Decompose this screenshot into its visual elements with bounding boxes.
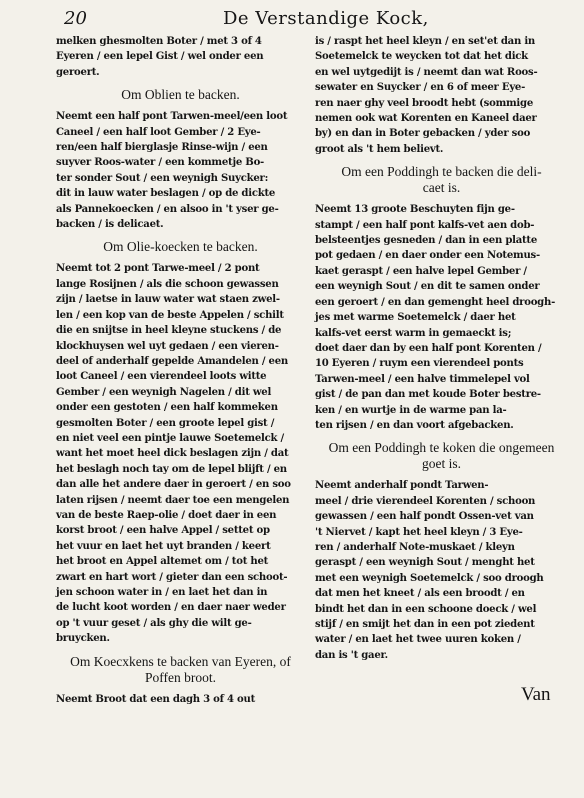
continuation-text: melken ghesmolten Boter / met 3 of 4 Eyeren / een lepel Gist / wel onder een geroert.: [56, 36, 264, 78]
catchword: Van: [521, 684, 551, 705]
recipe-text: Neemt anderhalf pondt Tarwen- meel / drie vierendeel Korenten / schoon gewassen / een half pondt Ossen-vet van 't Niervet / kapt het heel kleyn / 3 Eye- ren / anderhalf Note-muskaet / kleyn geraspt / een weynigh Sout / menght het met een weynigh Soetemelck / soo droogh dat men het kneet / als een broodt / en bindt het dan in een schoone doeck / wel stijf / en smijt het dan in een pot ziedent water / en laet het twee uuren koken / dan is 't gaer.: [315, 480, 544, 661]
left-column: [56, 34, 305, 707]
recipe-heading: Om een Poddingh te backen die deli- caet is.: [341, 164, 542, 196]
recipe-text: Neemt 13 groote Beschuyten fijn ge- stampt / een half pont kalfs-vet aen dob- belsteentjes gesneden / dan in een platte pot gedaen / en daer onder een Notemus- kaet geraspt / een halve lepel Gember / een weynigh Sout / en dit te samen onder een geroert / en dan gemenght heel droogh- jes met warme Soetemelck / daer het kalfs-vet eerst warm in gemaeckt is; doet daer dan by een half pont Korenten / 10 Eyeren / ruym een vierendeel ponts Tarwen-meel / een halve timmelepel vol gist / de pan dan met koude Boter bestre- ken / en wurtje in de warme pan la- ten rijsen / en dan voort afgebacken.: [315, 204, 556, 431]
recipe-text: Neemt tot 2 pont Tarwe-meel / 2 pont lange Rosijnen / als die schoon gewassen zijn / laetse in lauw water wat staen zwel- len / een kop van de beste Appelen / schilt die en snijtse in heel kleyne stuckens / de klockhuysen wel uyt gedaen / een vieren- deel of anderhalf gepelde Amandelen / een loot Caneel / een vierendeel loots witte Gember / een weynigh Nagelen / dit wel onder een gestoten / een half kommeken gesmolten Boter / een groote lepel gist / en niet veel een pintje lauwe Soetemelck / want het moet heel dick beslagen zijn / dat het beslagh noch tay om de lepel blijft / en dan alle het andere daer in geroert / en soo laten rijsen / neemt daer toe een mengelen van de beste Raep-olie / doet daer in een korst broot / een halve Appel / settet op het vuur en laet het uyt branden / keert het broot en Appel altemet om / tot het zwart en hart wort / gieter dan een schoot- jen schoon water in / en laet het dan in de lucht koot worden / en daer naer weder op 't vuur geset / als ghy die wilt ge- bruycken.: [56, 263, 291, 645]
recipe-heading: Om Oblien te backen.: [121, 87, 240, 103]
recipe-heading: Om een Poddingh te koken die ongemeen goet is.: [328, 440, 555, 472]
right-column: [315, 34, 568, 663]
recipe-heading: Om Koecxkens te backen van Eyeren, of Poffen broot.: [70, 653, 291, 685]
recipe-text: Neemt een half pont Tarwen-meel/een loot Caneel / een half loot Gember / 2 Eye- ren/een half bierglasje Rinse-wijn / een suyver Roos-water / een kommetje Bo- ter sonder Sout / een weynigh Suycker: dit in lauw water beslagen / op de dickte als Pannekoecken / en alsoo in 't yser ge- backen / is delicaet.: [56, 111, 288, 231]
page-number: 20: [64, 8, 87, 29]
running-title: De Verstandige Kock,: [223, 8, 429, 29]
recipe-heading: Om Olie-koecken te backen.: [103, 239, 258, 255]
continuation-text: is / raspt het heel kleyn / en set'et dan in Soetemelck te weycken tot dat het dick en wel uytgedijt is / neemt dan wat Roos- sewater en Suycker / en 6 of meer Eye- ren naer ghy veel broodt hebt (sommige nemen ook wat Korenten en Kaneel daer by) en dan in Boter gebacken / yder soo groot als 't hem believt.: [315, 36, 538, 155]
recipe-text: Neemt Broot dat een dagh 3 of 4 out: [56, 693, 256, 705]
